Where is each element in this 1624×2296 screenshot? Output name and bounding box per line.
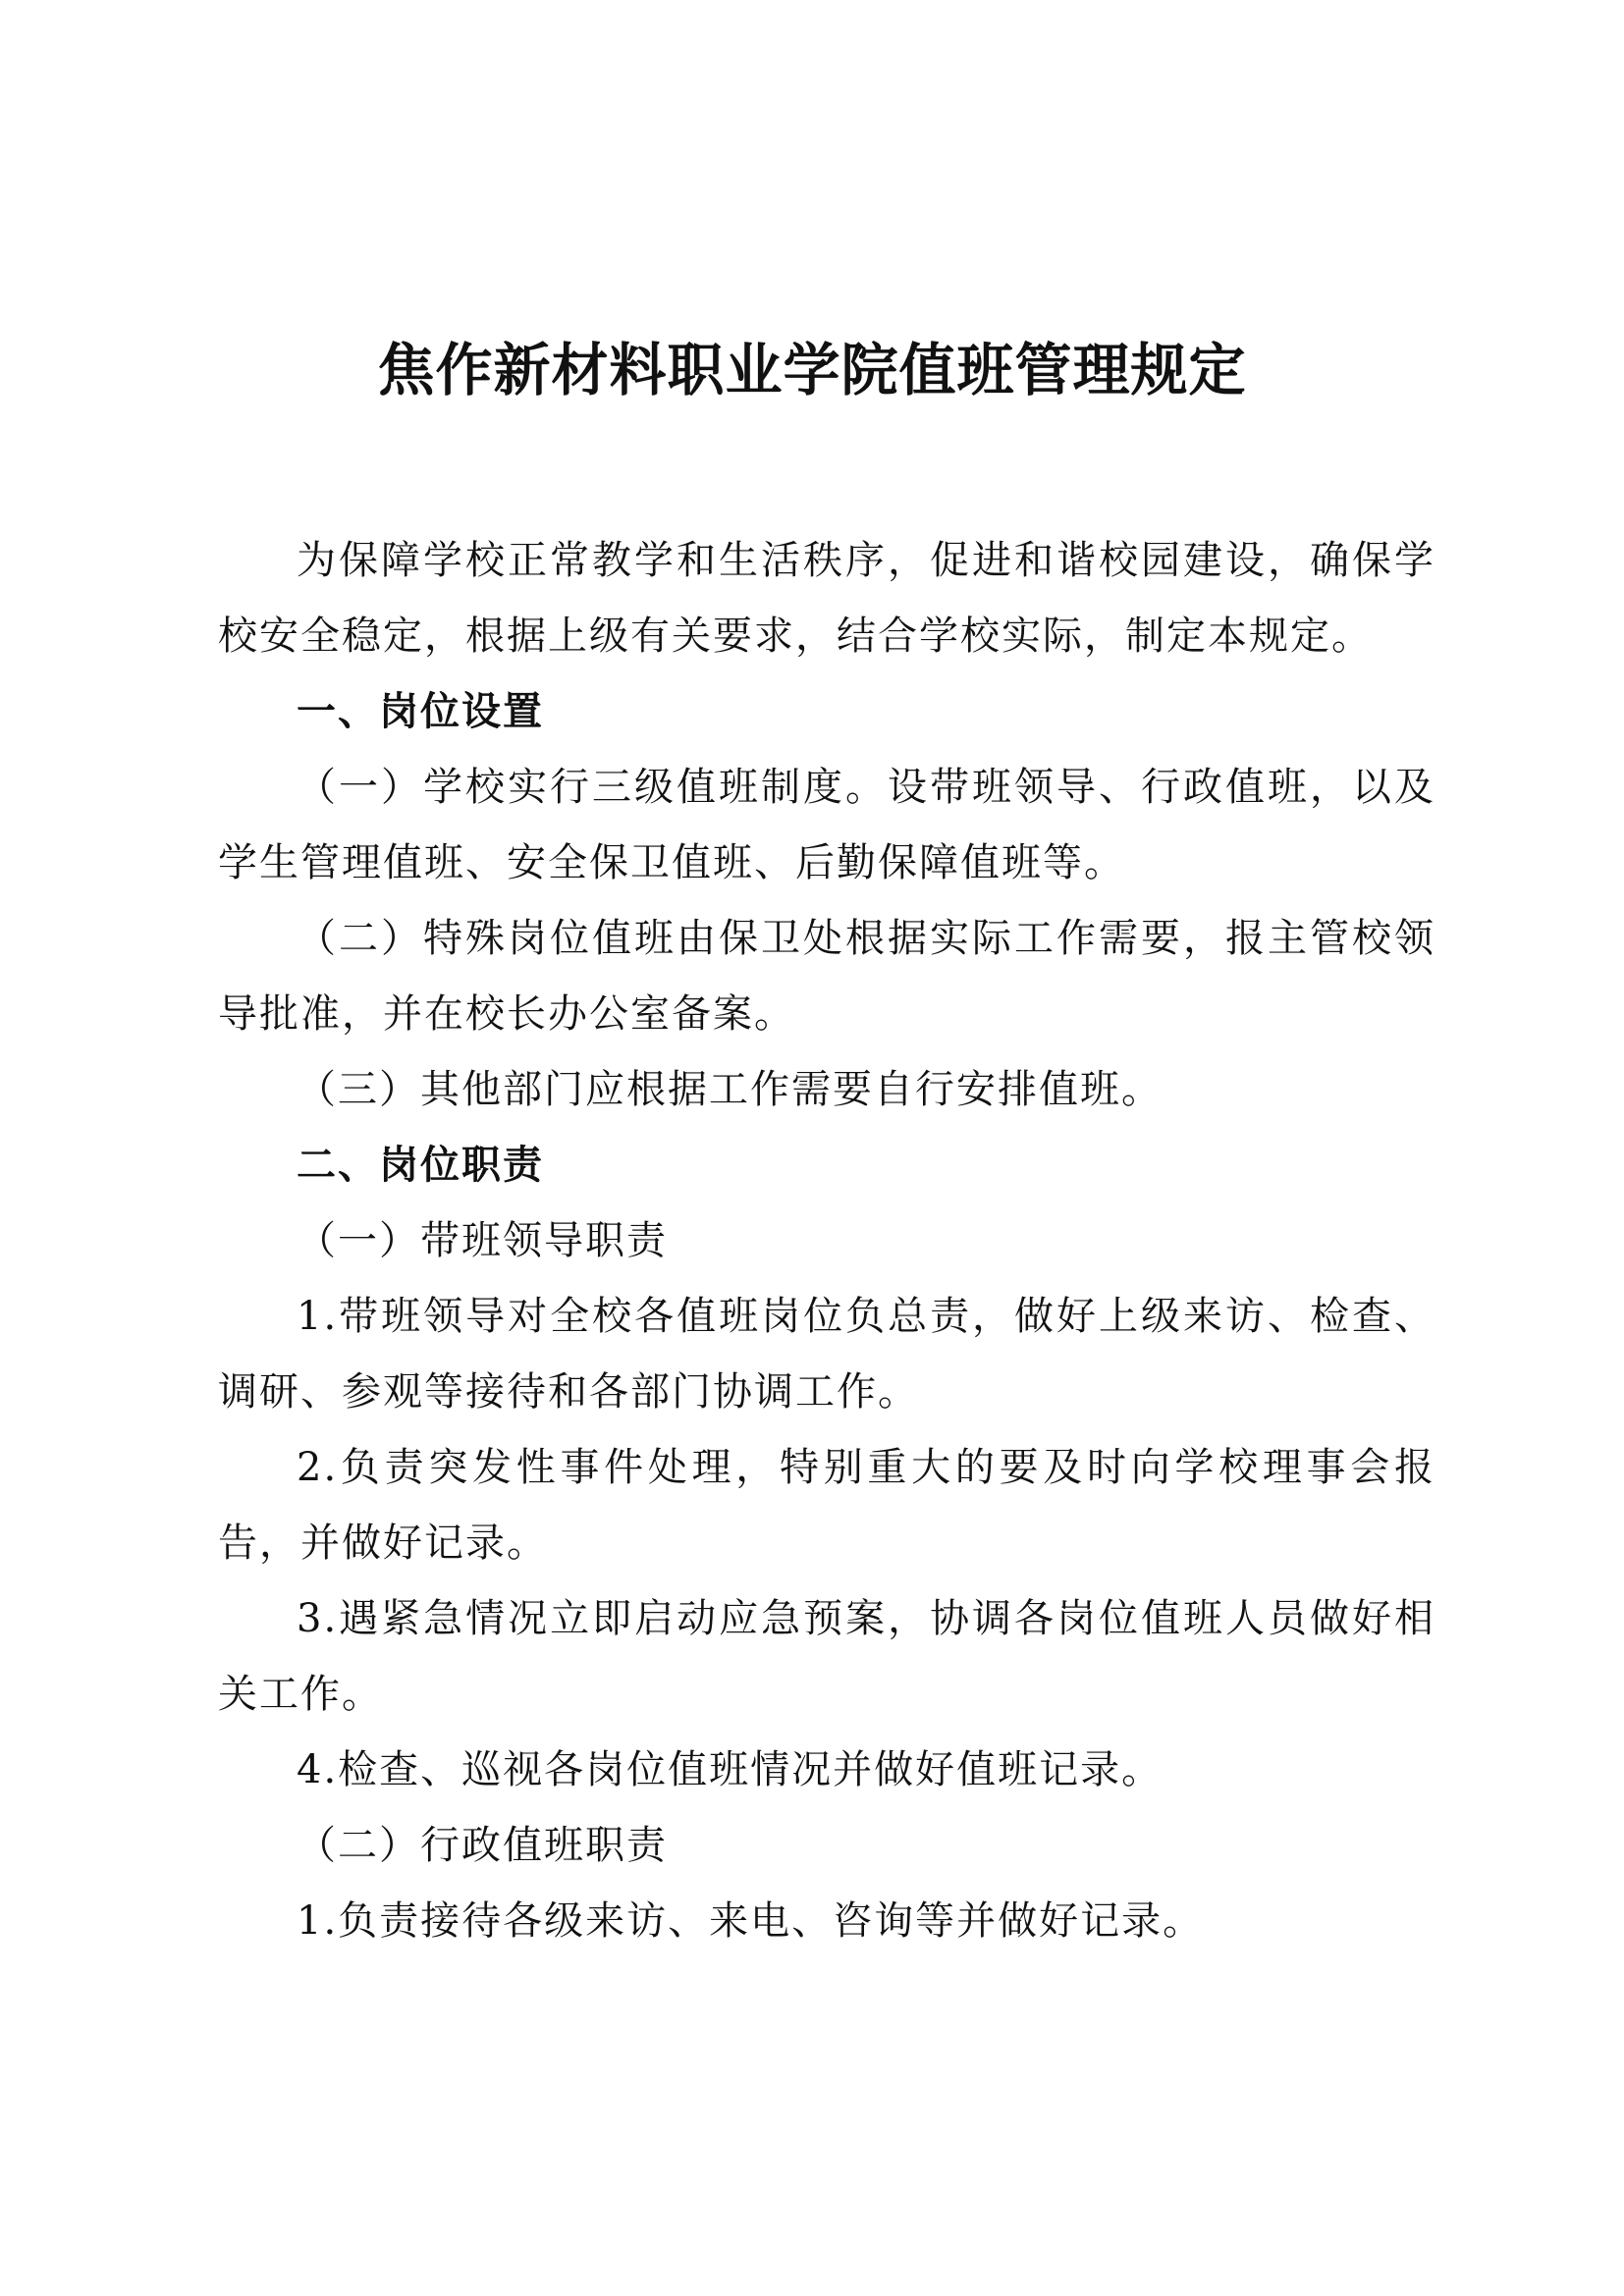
list-item: 1.负责接待各级来访、来电、咨询等并做好记录。 [297, 1898, 1205, 1944]
section-heading-positions: 一、岗位设置 [297, 689, 544, 734]
list-item: 2.负责突发性事件处理，特别重大的要及时向学校理事会报告，并做好记录。 [218, 1445, 1435, 1566]
list-item: 1.带班领导对全校各值班岗位负总责，做好上级来访、检查、调研、参观等接待和各部门协调工作。 [218, 1294, 1435, 1415]
subsection-heading: （二）行政值班职责 [297, 1823, 668, 1868]
list-item: 3.遇紧急情况立即启动应急预案，协调各岗位值班人员做好相关工作。 [218, 1596, 1435, 1717]
paragraph: （三）其他部门应根据工作需要自行安排值班。 [297, 1067, 1163, 1112]
list-item: 4.检查、巡视各岗位值班情况并做好值班记录。 [297, 1747, 1164, 1792]
document-body [218, 523, 1435, 1959]
section-heading-duties: 二、岗位职责 [297, 1143, 544, 1188]
subsection-heading: （一）带班领导职责 [297, 1218, 668, 1263]
paragraph: （一）学校实行三级值班制度。设带班领导、行政值班，以及学生管理值班、安全保卫值班、后勤保障值班等。 [218, 765, 1435, 885]
document-title: 焦作新材料职业学院值班管理规定 [377, 337, 1247, 403]
intro-paragraph: 为保障学校正常教学和生活秩序，促进和谐校园建设，确保学校安全稳定，根据上级有关要求，结合学校实际，制定本规定。 [218, 538, 1435, 659]
paragraph: （二）特殊岗位值班由保卫处根据实际工作需要，报主管校领导批准，并在校长办公室备案。 [218, 916, 1435, 1037]
